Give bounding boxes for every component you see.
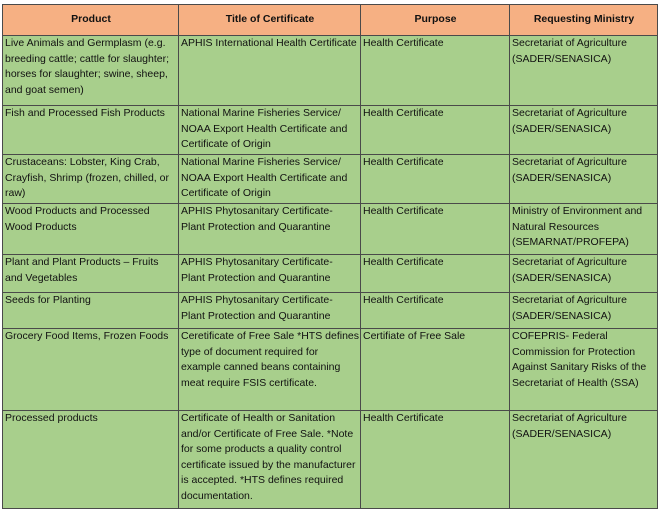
table-row [3, 36, 658, 106]
table-body [3, 36, 658, 509]
product-cell: Live Animals and Germplasm (e.g. breeding cattle; cattle for slaughter; horses for slaughter; swine, sheep, and goat semen) [3, 36, 179, 106]
ministry-cell: Secretariat of Agriculture (SADER/SENASICA) [510, 106, 658, 155]
product-cell: Seeds for Planting [3, 293, 179, 329]
certificate-table-wrapper [2, 4, 658, 509]
header-product: Product [3, 5, 179, 36]
ministry-cell: Secretariat of Agriculture (SADER/SENASICA) [510, 411, 658, 509]
product-cell: Wood Products and Processed Wood Products [3, 204, 179, 255]
header-purpose: Purpose [361, 5, 510, 36]
ministry-cell: Secretariat of Agriculture (SADER/SENASICA) [510, 155, 658, 204]
table-row [3, 155, 658, 204]
certificate-cell: APHIS International Health Certificate [179, 36, 361, 106]
certificate-cell: APHIS Phytosanitary Certificate- Plant Protection and Quarantine [179, 204, 361, 255]
ministry-cell: Secretariat of Agriculture (SADER/SENASICA) [510, 36, 658, 106]
product-cell: Fish and Processed Fish Products [3, 106, 179, 155]
ministry-cell: Secretariat of Agriculture (SADER/SENASICA) [510, 255, 658, 293]
purpose-cell: Health Certificate [361, 293, 510, 329]
certificate-cell: National Marine Fisheries Service/ NOAA Export Health Certificate and Certificate of Origin [179, 155, 361, 204]
certificate-cell: APHIS Phytosanitary Certificate- Plant Protection and Quarantine [179, 293, 361, 329]
certificate-cell: Ceretificate of Free Sale *HTS defines type of document required for example canned beans containing meat require FSIS certificate. [179, 329, 361, 411]
purpose-cell: Health Certificate [361, 204, 510, 255]
product-cell: Grocery Food Items, Frozen Foods [3, 329, 179, 411]
purpose-cell: Certifiate of Free Sale [361, 329, 510, 411]
certificate-requirements-table [2, 4, 658, 509]
table-header [3, 5, 658, 36]
purpose-cell: Health Certificate [361, 155, 510, 204]
purpose-cell: Health Certificate [361, 411, 510, 509]
table-row [3, 293, 658, 329]
purpose-cell: Health Certificate [361, 255, 510, 293]
certificate-cell: Certificate of Health or Sanitation and/or Certificate of Free Sale. *Note for some products a quality control certificate issued by the manufacturer is accepted. *HTS defines required documentation. [179, 411, 361, 509]
header-row [3, 5, 658, 36]
certificate-cell: APHIS Phytosanitary Certificate- Plant Protection and Quarantine [179, 255, 361, 293]
ministry-cell: COFEPRIS- Federal Commission for Protection Against Sanitary Risks of the Secretariat of Health (SSA) [510, 329, 658, 411]
table-row [3, 329, 658, 411]
table-row [3, 106, 658, 155]
table-row [3, 411, 658, 509]
purpose-cell: Health Certificate [361, 36, 510, 106]
certificate-cell: National Marine Fisheries Service/ NOAA Export Health Certificate and Certificate of Origin [179, 106, 361, 155]
header-requesting-ministry: Requesting Ministry [510, 5, 658, 36]
product-cell: Crustaceans: Lobster, King Crab, Crayfish, Shrimp (frozen, chilled, or raw) [3, 155, 179, 204]
product-cell: Plant and Plant Products – Fruits and Vegetables [3, 255, 179, 293]
header-title-of-certificate: Title of Certificate [179, 5, 361, 36]
table-row [3, 204, 658, 255]
purpose-cell: Health Certificate [361, 106, 510, 155]
table-row [3, 255, 658, 293]
product-cell: Processed products [3, 411, 179, 509]
ministry-cell: Secretariat of Agriculture (SADER/SENASICA) [510, 293, 658, 329]
ministry-cell: Ministry of Environment and Natural Resources (SEMARNAT/PROFEPA) [510, 204, 658, 255]
